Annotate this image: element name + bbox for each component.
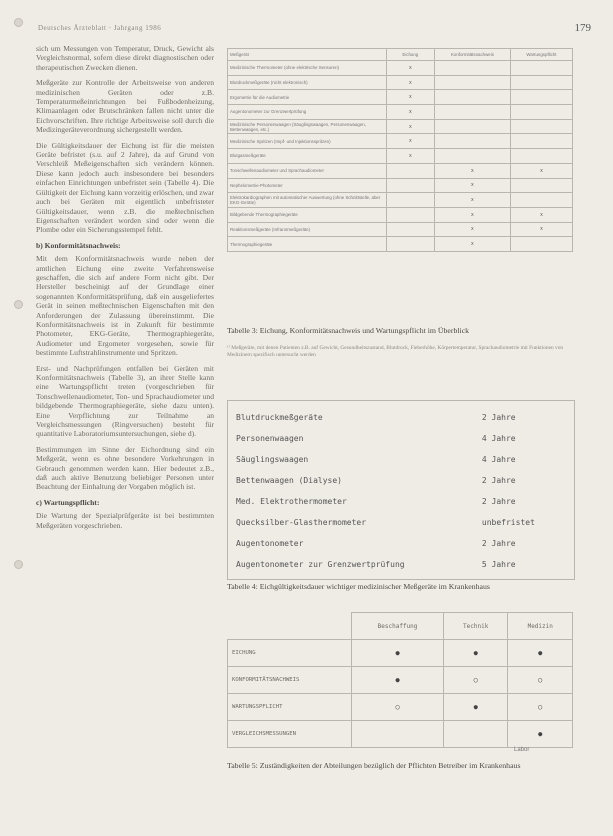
table-row: [228, 178, 573, 193]
table-header-row: [228, 49, 573, 61]
table-row: [228, 61, 573, 76]
table-cell-device: Reaktionsmeßgeräte (Infrarotmeßgeräte): [228, 222, 387, 237]
table-cell-mark: [434, 75, 510, 90]
table-cell-mark: ●: [443, 694, 508, 721]
table-header-cell: Wartungspflicht: [510, 49, 572, 61]
page-number: 179: [574, 22, 591, 34]
table-row: [228, 694, 573, 721]
table-cell-device: Blutdruckmeßgeräte (nicht elektronisch): [228, 75, 387, 90]
table-cell-device: Quecksilber-Glasthermometer: [236, 518, 367, 527]
table-cell-mark: ○: [443, 667, 508, 694]
table-cell-interval: 5 Jahre: [481, 560, 516, 569]
table-cell-mark: [510, 105, 572, 120]
paragraph: Die Gültigkeitsdauer der Eichung ist für die meisten Geräte befristet (s.u. auf 2 Jahre), da auf Grund von Verschleiß Meßeigenschaften sich verändern können. Diese kann jedoch auch insbesondere bei besonders einfachen Einrichtungen unbefristet sein (Tabelle 4). Die Gültigkeit der Eichung kann vorzeitig erlöschen, und zwar auch bei Geräten mit eigentlich unbefristeter Gültigkeitsdauer, wenn z.B. die meßtechnischen Eigenschaften verändert worden sind oder wenn die Plombe oder ein Sicherungsstempel fehlt.: [36, 140, 214, 235]
table-cell-duty: EICHUNG: [228, 640, 352, 667]
table-5-caption: Tabelle 5: Zuständigkeiten der Abteilungen bezüglich der Pflichten Betreiber im Krankenhaus: [227, 761, 521, 770]
table-cell-mark: [434, 105, 510, 120]
table-row: [228, 75, 573, 90]
table-4-calibration-validity: [234, 407, 570, 575]
table-cell-device: Medizinische Personenwaagen (Säuglingswaagen, Personenwaagen, Bettenwaagen, etc.): [228, 119, 387, 134]
table-cell-mark: [443, 721, 508, 748]
table-cell-device: Elektrokardiographen mit automatischer Auswertung (ohne Schnittstelle, aber EKG-Geräte): [228, 193, 387, 208]
table-cell-mark: [510, 149, 572, 164]
table-header-row: [228, 613, 573, 640]
table-cell-mark: x: [434, 207, 510, 222]
table-cell-device: Säuglingswaagen: [236, 455, 309, 464]
table-cell-duty: VERGLEICHSMESSUNGEN: [228, 721, 352, 748]
table-row: [228, 222, 573, 237]
table-cell-device: Med. Elektrothermometer: [236, 497, 347, 506]
table-row: [228, 90, 573, 105]
table-cell-mark: x: [386, 105, 434, 120]
table-cell-device: Augentonometer zur Grenzwertprüfung: [236, 560, 405, 569]
table-row: [234, 512, 570, 533]
table-header-cell: Medizin: [508, 613, 573, 640]
table-cell-interval: 2 Jahre: [481, 497, 516, 506]
table-cell-mark: [434, 61, 510, 76]
table-cell-mark: x: [386, 134, 434, 149]
table-row: [234, 470, 570, 491]
running-head: Deutsches Ärzteblatt · Jahrgang 1986: [38, 24, 162, 32]
table-row: [228, 237, 573, 252]
table-cell-device: Nephelometrie-Photometer: [228, 178, 387, 193]
paragraph: Die Wartung der Spezialprüfgeräte ist bei bestimmten Meßgeräten vorgeschrieben.: [36, 511, 214, 530]
table-cell-device: Bildgebende Thermographiegeräte: [228, 207, 387, 222]
table-4-caption: Tabelle 4: Eichgültigkeitsdauer wichtiger medizinischer Meßgeräte im Krankenhaus: [227, 582, 490, 591]
table-cell-mark: ●: [352, 667, 444, 694]
table-cell-device: Augentonometer zur Grenzwertprüfung: [228, 105, 387, 120]
table-cell-device: Ergometrie für die Audiometrie: [228, 90, 387, 105]
table-row: [228, 640, 573, 667]
table-cell-device: Blutdruckmeßgeräte: [236, 413, 323, 422]
table-3-caption: Tabelle 3: Eichung, Konformitätsnachweis und Wartungspflicht im Überblick: [227, 326, 470, 335]
table-header-cell: Eichung: [386, 49, 434, 61]
table-cell-mark: [386, 163, 434, 178]
table-cell-mark: ○: [508, 694, 573, 721]
table-cell-mark: ●: [443, 640, 508, 667]
table-cell-mark: [386, 178, 434, 193]
section-heading: c) Wartungspflicht:: [36, 497, 100, 507]
table-cell-device: Medizinische Spritzen (Impf- und Injektionsspritzen): [228, 134, 387, 149]
table-cell-mark: ●: [508, 721, 573, 748]
table-cell-interval: 2 Jahre: [481, 476, 516, 485]
table-cell-device: Blutgasmeßgeräte: [228, 149, 387, 164]
table-cell-mark: [510, 90, 572, 105]
table-row: [234, 491, 570, 512]
table-cell-mark: x: [386, 119, 434, 134]
table-cell-interval: 4 Jahre: [481, 455, 516, 464]
table-cell-mark: x: [386, 90, 434, 105]
table-cell-mark: x: [434, 222, 510, 237]
table-cell-mark: ○: [508, 667, 573, 694]
table-cell-mark: [510, 119, 572, 134]
table-cell-device: Thermographiegeräte: [228, 237, 387, 252]
table-cell-interval: unbefristet: [481, 518, 535, 527]
table-cell-interval: 2 Jahre: [481, 539, 516, 548]
binder-hole: [14, 18, 23, 27]
table-cell-device: Medizinische Thermometer (ohne elektrische Sensoren): [228, 61, 387, 76]
paragraph: sich um Messungen von Temperatur, Druck, Gewicht als Vergleichsnormal, sofern diese direkt diagnostischen oder therapeutischen Zwecken dienen.: [36, 44, 214, 72]
table-cell-mark: [434, 134, 510, 149]
table-cell-mark: [352, 721, 444, 748]
table-row: [228, 149, 573, 164]
table-cell-mark: ●: [508, 640, 573, 667]
table-cell-mark: ●: [352, 640, 444, 667]
table-cell-mark: x: [510, 222, 572, 237]
binder-hole: [14, 560, 23, 569]
table-corner-cell: [228, 613, 352, 640]
table-cell-mark: x: [386, 61, 434, 76]
paragraph: Mit dem Konformitätsnachweis wurde neben der amtlichen Eichung eine zweite Verfahrensweise geschaffen, die sich auf andere Form nicht gibt. Der Hersteller bescheinigt auf der Grundlage einer sogenannten Konformitätsprüfung, daß ein ausgeliefertes Gerät in seinen meßtechnischen Eigenschaften mit den Anforderungen der Zulassung übereinstimmt. Die Konformitätsnachweis ist in Zukunft für bestimmte Photometer, EKG-Geräte, Thermographiegeräte, Audiometer und Ergometer vorgesehen, sowie für bestimmte Luftstrahlinstrumente und Spritzen.: [36, 254, 214, 358]
table-cell-mark: x: [510, 207, 572, 222]
table-cell-mark: [510, 134, 572, 149]
paragraph: Meßgeräte zur Kontrolle der Arbeitsweise von anderen medizinischen Geräten oder z.B. Temperaturmeßeinrichtungen bei Fußbodenheizung, Klimaanlagen oder Brutschränken fallen nicht unter die Eichvorschriften. Ihre richtige Arbeitsweise soll durch die Medizingeräteverordnung sichergestellt werden.: [36, 78, 214, 135]
table-row: [234, 533, 570, 554]
table-cell-mark: [510, 75, 572, 90]
table-row: [228, 667, 573, 694]
table-row: [234, 407, 570, 428]
table-cell-mark: x: [386, 75, 434, 90]
table-5-responsibilities: [227, 612, 573, 748]
table-header-cell: Technik: [443, 613, 508, 640]
table-cell-duty: KONFORMITÄTSNACHWEIS: [228, 667, 352, 694]
table-cell-mark: [434, 90, 510, 105]
table-row: [234, 449, 570, 470]
table-cell-mark: x: [434, 193, 510, 208]
table-row: [228, 163, 573, 178]
table-cell-mark: ○: [352, 694, 444, 721]
table-row: [228, 721, 573, 748]
paragraph: Erst- und Nachprüfungen entfallen bei Geräten mit Konformitätsnachweis (Tabelle 3), an ihrer Stelle kann eine Wartungspflicht treten (vorgeschrieben für Tonschwellenaudiometer, Ton- und Sprachaudiometer und bildgebende Thermographiegeräte, siehe dazu unten). Eine Verpflichtung zur Teilnahme an Vergleichsmessungen (Ringversuchen) besteht für quantitative Laboratoriumsuntersuchungen, siehe d).: [36, 363, 214, 439]
table-row: [234, 428, 570, 449]
table-cell-mark: x: [434, 178, 510, 193]
table-5-footnote: Labor: [514, 747, 530, 753]
table-row: [234, 554, 570, 575]
table-header-cell: Konformitätsnachweis: [434, 49, 510, 61]
table-cell-mark: x: [510, 163, 572, 178]
table-cell-mark: [434, 149, 510, 164]
table-row: [228, 119, 573, 134]
table-row: [228, 207, 573, 222]
table-row: [228, 193, 573, 208]
table-cell-mark: [386, 207, 434, 222]
table-cell-mark: [510, 61, 572, 76]
table-header-cell: Meßgerät: [228, 49, 387, 61]
table-cell-mark: [510, 237, 572, 252]
table-cell-mark: [510, 178, 572, 193]
table-cell-mark: [386, 193, 434, 208]
paragraph: Bestimmungen im Sinne der Eichordnung sind ein Meßgerät, wenn es ohne besondere Vorkehrungen in Gebrauch genommen werden kann. Hier bedeutet z.B., daß auch aktive Benutzung beliebiger Personen unter Beachtung der Einhaltung der Vorgaben möglich ist.: [36, 444, 214, 492]
table-cell-device: Tonschwellenaudiometer und Sprachaudiometer: [228, 163, 387, 178]
table-header-cell: Beschaffung: [352, 613, 444, 640]
table-cell-interval: 4 Jahre: [481, 434, 516, 443]
table-cell-mark: [434, 119, 510, 134]
table-cell-interval: 2 Jahre: [481, 413, 516, 422]
binder-hole: [14, 300, 23, 309]
table-cell-mark: x: [434, 163, 510, 178]
table-cell-mark: x: [386, 149, 434, 164]
table-cell-mark: [386, 222, 434, 237]
left-text-column: [36, 44, 214, 536]
table-cell-device: Augentonometer: [236, 539, 304, 548]
table-row: [228, 105, 573, 120]
table-cell-mark: [510, 193, 572, 208]
table-3-overview: [227, 48, 573, 252]
table-cell-mark: x: [434, 237, 510, 252]
table-row: [228, 134, 573, 149]
table-cell-mark: [386, 237, 434, 252]
table-cell-duty: WARTUNGSPFLICHT: [228, 694, 352, 721]
table-3-note: ¹⁾ Meßgeräte, mit denen Patienten z.B. auf Gewicht, Gesundheitszustand, Blutdruck, Fieberhöhe, Körpertemperatur, Sprachaudiometrie mit Funktionen von Medizinern spezifisch untersucht werden: [227, 345, 564, 358]
section-heading: b) Konformitätsnachweis:: [36, 240, 121, 250]
table-cell-device: Personenwaagen: [236, 434, 304, 443]
table-cell-device: Bettenwaagen (Dialyse): [236, 476, 342, 485]
